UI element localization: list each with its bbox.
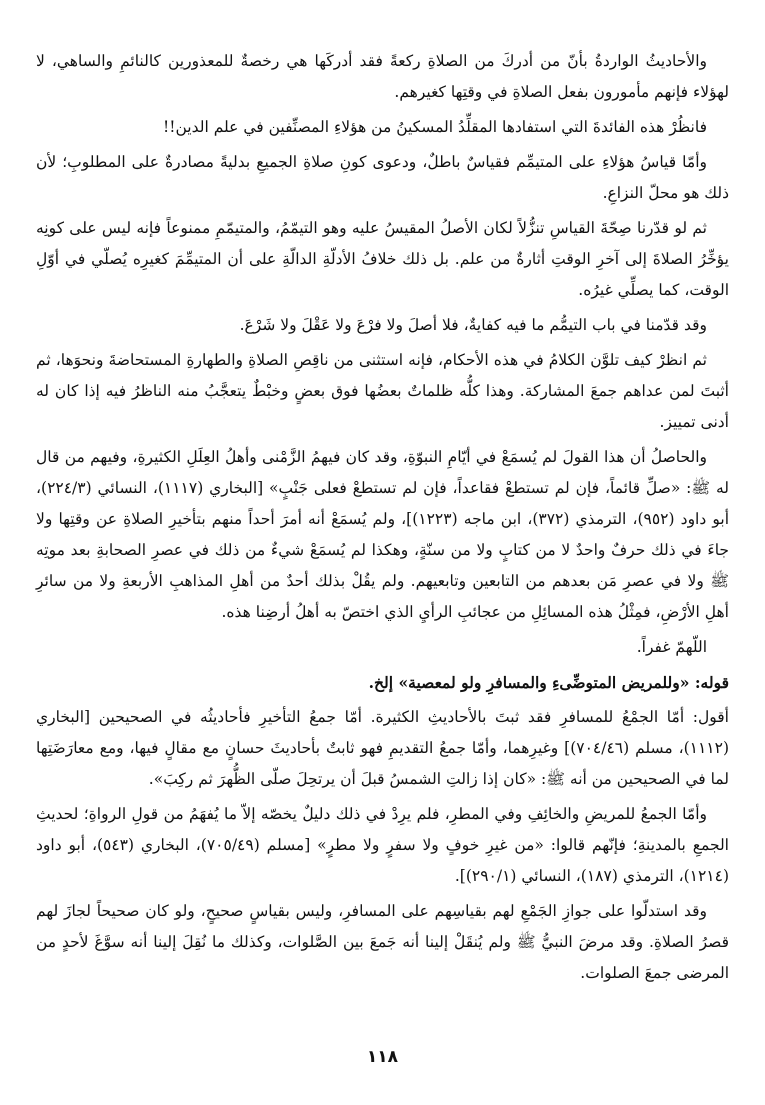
page-number: ١١٨ [366, 1047, 399, 1067]
paragraph-8: اللّهمّ غفراً. [636, 638, 707, 656]
book-page [36, 46, 729, 1065]
paragraph-6: ثم انظرْ كيف تلوَّن الكلامُ في هذه الأحكام، فإنه استثنى من ناقِصِ الصلاةِ والطهارةِ المستحاضةَ ونحوَها، ثم أثبتَ لمن عداهم جمعَ المشاركة. وهذا كلُّه ظلماتٌ بعضُها فوق بعضٍ وخبْطٌ يتعجَّبُ منه الناظرُ فيه إذا كان له أدنى تمييز. [36, 351, 729, 431]
paragraph-5: وقد قدّمنا في باب التيمُّم ما فيه كفايةٌ، فلا أصلَ ولا فرْعَ ولا عَقْلَ ولا شَرْعَ. [239, 316, 707, 334]
paragraph-4: ثم لو قدّرنا صِحّةَ القياسِ تنزُّلاً لكان الأصلُ المقيسُ عليه وهو التيمّمُ، والمتيمّمِ ممنوعاً فإنه ليس على كونِه يؤخِّرُ الصلاةَ إلى آخرِ الوقتِ أثارةٌ من علم. بل ذلك خلافُ الأدلّةِ الدالّةِ على أن المتيمِّمَ كغيرِه يُصلّي في أوّلِ الوقت، كما يصلِّي غيرُه. [36, 219, 729, 299]
paragraph-answer: أقول: أمّا الجمْعُ للمسافرِ فقد ثبتَ بالأحاديثِ الكثيرة. أمّا جمعُ التأخيرِ فأحاديثُه في الصحيحين [البخاري (١١١٢)، مسلم (٧٠٤/٤٦)] وغيرِهما، وأمّا جمعُ التقديمِ فهو ثابتٌ بأحاديثَ حسانٍ مع مقالٍ فيها، ومع معارَضَتِها لما في الصحيحين من أنه ﷺ: «كان إذا زالتِ الشمسُ قبلَ أن يرتحِلَ صلّى الظُّهرَ ثم ركِبَ». [36, 708, 730, 788]
paragraph-2: فانظُرْ هذه الفائدةَ التي استفادها المقلِّدُ المسكينُ من هؤلاءِ المصنِّفين في علم الدين!! [163, 118, 707, 136]
paragraph-7: والحاصلُ أن هذا القولَ لم يُسمَعْ في أيّامِ النبوّةِ، وقد كان فيهمُ الزَّمْنى وأهلُ العِلَلِ الكثيرةِ، وفيهم من قال له ﷺ: «صلِّ قائماً، فإن لم تستطعْ فقاعداً، فإن لم تستطعْ فعلى جَنْبٍ» [البخاري (١١١٧)، النسائي (٢٢٤/٣)، أبو داود (٩٥٢)، الترمذي (٣٧٢)، ابن ماجه (١٢٢٣)]، ولم يُسمَعْ أنه أمرَ أحداً منهم بتأخيرِ الصلاةِ عن وقتِها ولا جاءَ في ذلك حرفٌ واحدٌ لا من كتابٍ ولا من سنّةٍ، وهكذا لم يُسمَعْ شيءٌ من ذلك في عصرِ الصحابةِ بعد موتِه ﷺ ولا في عصرِ مَن بعدهم من التابعين وتابعيهم. ولم يقُلْ بذلك أحدٌ من أهلِ المذاهبِ الأربعةِ ولا من سائرِ أهلِ الأرْضِ، فمِثْلُ هذه المسائِلِ من عجائبِ الرأيِ الذي اختصّ به أهلُ أرضِنا هذه. [36, 448, 729, 621]
paragraph-3: وأمّا قياسُ هؤلاءِ على المتيمِّم فقياسٌ باطلٌ، ودعوى كونِ صلاةِ الجميعِ بدليةً مصادرةٌ على المطلوبِ؛ لأن ذلك هو محلّ النزاعِ. [36, 153, 729, 202]
paragraph-1: والأحاديثُ الواردةُ بأنّ من أدركَ من الصلاةِ ركعةً فقد أدركَها هي رخصةٌ للمعذورين كالنائمِ والساهي، لا لهؤلاء فإنهم مأمورون بفعل الصلاةِ في وقتِها كغيرهم. [36, 52, 729, 101]
paragraph-11: وأمّا الجمعُ للمريضِ والخائِفِ وفي المطرِ، فلم يرِدْ في ذلك دليلٌ يخصّه إلاّ ما يُفهَمُ من قولِ الرواةِ؛ لحديثِ الجمعِ بالمدينةِ؛ فإنّهم قالوا: «من غيرِ خوفٍ ولا سفرٍ ولا مطرٍ» [مسلم (٧٠٥/٤٩)، البخاري (٥٤٣)، أبو داود (١٢١٤)، الترمذي (١٨٧)، النسائي (٢٩٠/١)]. [36, 805, 729, 885]
quote-heading: قوله: «وللمريض المتوضِّىءِ والمسافرِ ولو لمعصية» إلخ. [368, 673, 729, 692]
paragraph-12: وقد استدلّوا على جوازِ الجَمْعِ لهم بقياسِهم على المسافرِ، وليس بقياسٍ صحيحٍ، ولو كان صحيحاً لجازَ لهم قصرُ الصلاةِ. وقد مرضَ النبيُّ ﷺ ولم يُنقَلْ إلينا أنه جَمعَ بين الصَّلوات، وكذلك ما نُقِلَ إلينا أنه سوَّغَ لأحدٍ من المرضى جمعَ الصلوات. [36, 902, 729, 982]
